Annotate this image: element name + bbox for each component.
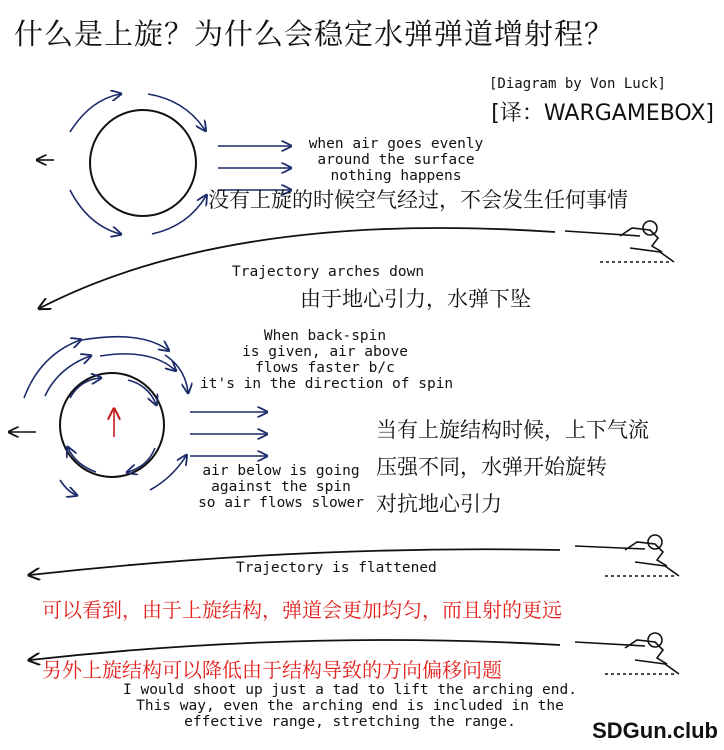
text-line: This way, even the arching end is included in the — [136, 698, 564, 714]
panel1-english-note — [296, 136, 496, 184]
text-line: against the spin — [211, 479, 351, 495]
text-line: so air flows slower — [198, 495, 364, 511]
text-line: it's in the direction of spin — [200, 376, 454, 392]
shooter-figure-2 — [575, 535, 679, 576]
shooter-figure-3 — [575, 633, 679, 674]
text-line: When back-spin — [263, 328, 387, 344]
translator-credit: [译：WARGAMEBOX] — [491, 101, 714, 126]
text-line: nothing happens — [330, 168, 462, 184]
text-line: 当有上旋结构时候，上下气流 — [376, 418, 649, 442]
panel1-chinese-caption: 没有上旋的时候空气经过，不会发生任何事情 — [208, 188, 628, 212]
page-title: 什么是上旋？为什么会稳定水弹弹道增射程？ — [14, 17, 615, 51]
text-line: air below is going — [202, 463, 360, 479]
site-watermark: SDGun.club — [592, 718, 718, 743]
text-line: effective range, stretching the range. — [184, 714, 516, 730]
red-note-1: 可以看到，由于上旋结构，弹道会更加均匀，而且射的更远 — [42, 598, 562, 622]
text-line: 压强不同，水弹开始旋转 — [376, 455, 607, 479]
text-line: is given, air above — [242, 344, 408, 360]
text-line: I would shoot up just a tad to lift the arching end. — [123, 682, 577, 698]
panel2-chinese-explanation — [376, 412, 649, 523]
shooter-figure-1 — [565, 221, 674, 262]
text-line: flows faster b/c — [255, 360, 395, 376]
panel3-english-note — [120, 682, 580, 730]
panel1-trajectory-label: Trajectory arches down — [232, 264, 425, 280]
text-line: around the surface — [317, 152, 475, 168]
panel1-trajectory-chinese: 由于地心引力，水弹下坠 — [300, 287, 531, 311]
panel2-english-below — [196, 463, 366, 511]
text-line: 对抗地心引力 — [376, 492, 502, 516]
red-note-2: 另外上旋结构可以降低由于结构导致的方向偏移问题 — [42, 658, 502, 682]
diagram-credit: [Diagram by Von Luck] — [488, 76, 666, 92]
panel2-english-above — [200, 328, 454, 392]
text-line: when air goes evenly — [308, 136, 484, 152]
panel2-trajectory-label: Trajectory is flattened — [236, 560, 437, 576]
